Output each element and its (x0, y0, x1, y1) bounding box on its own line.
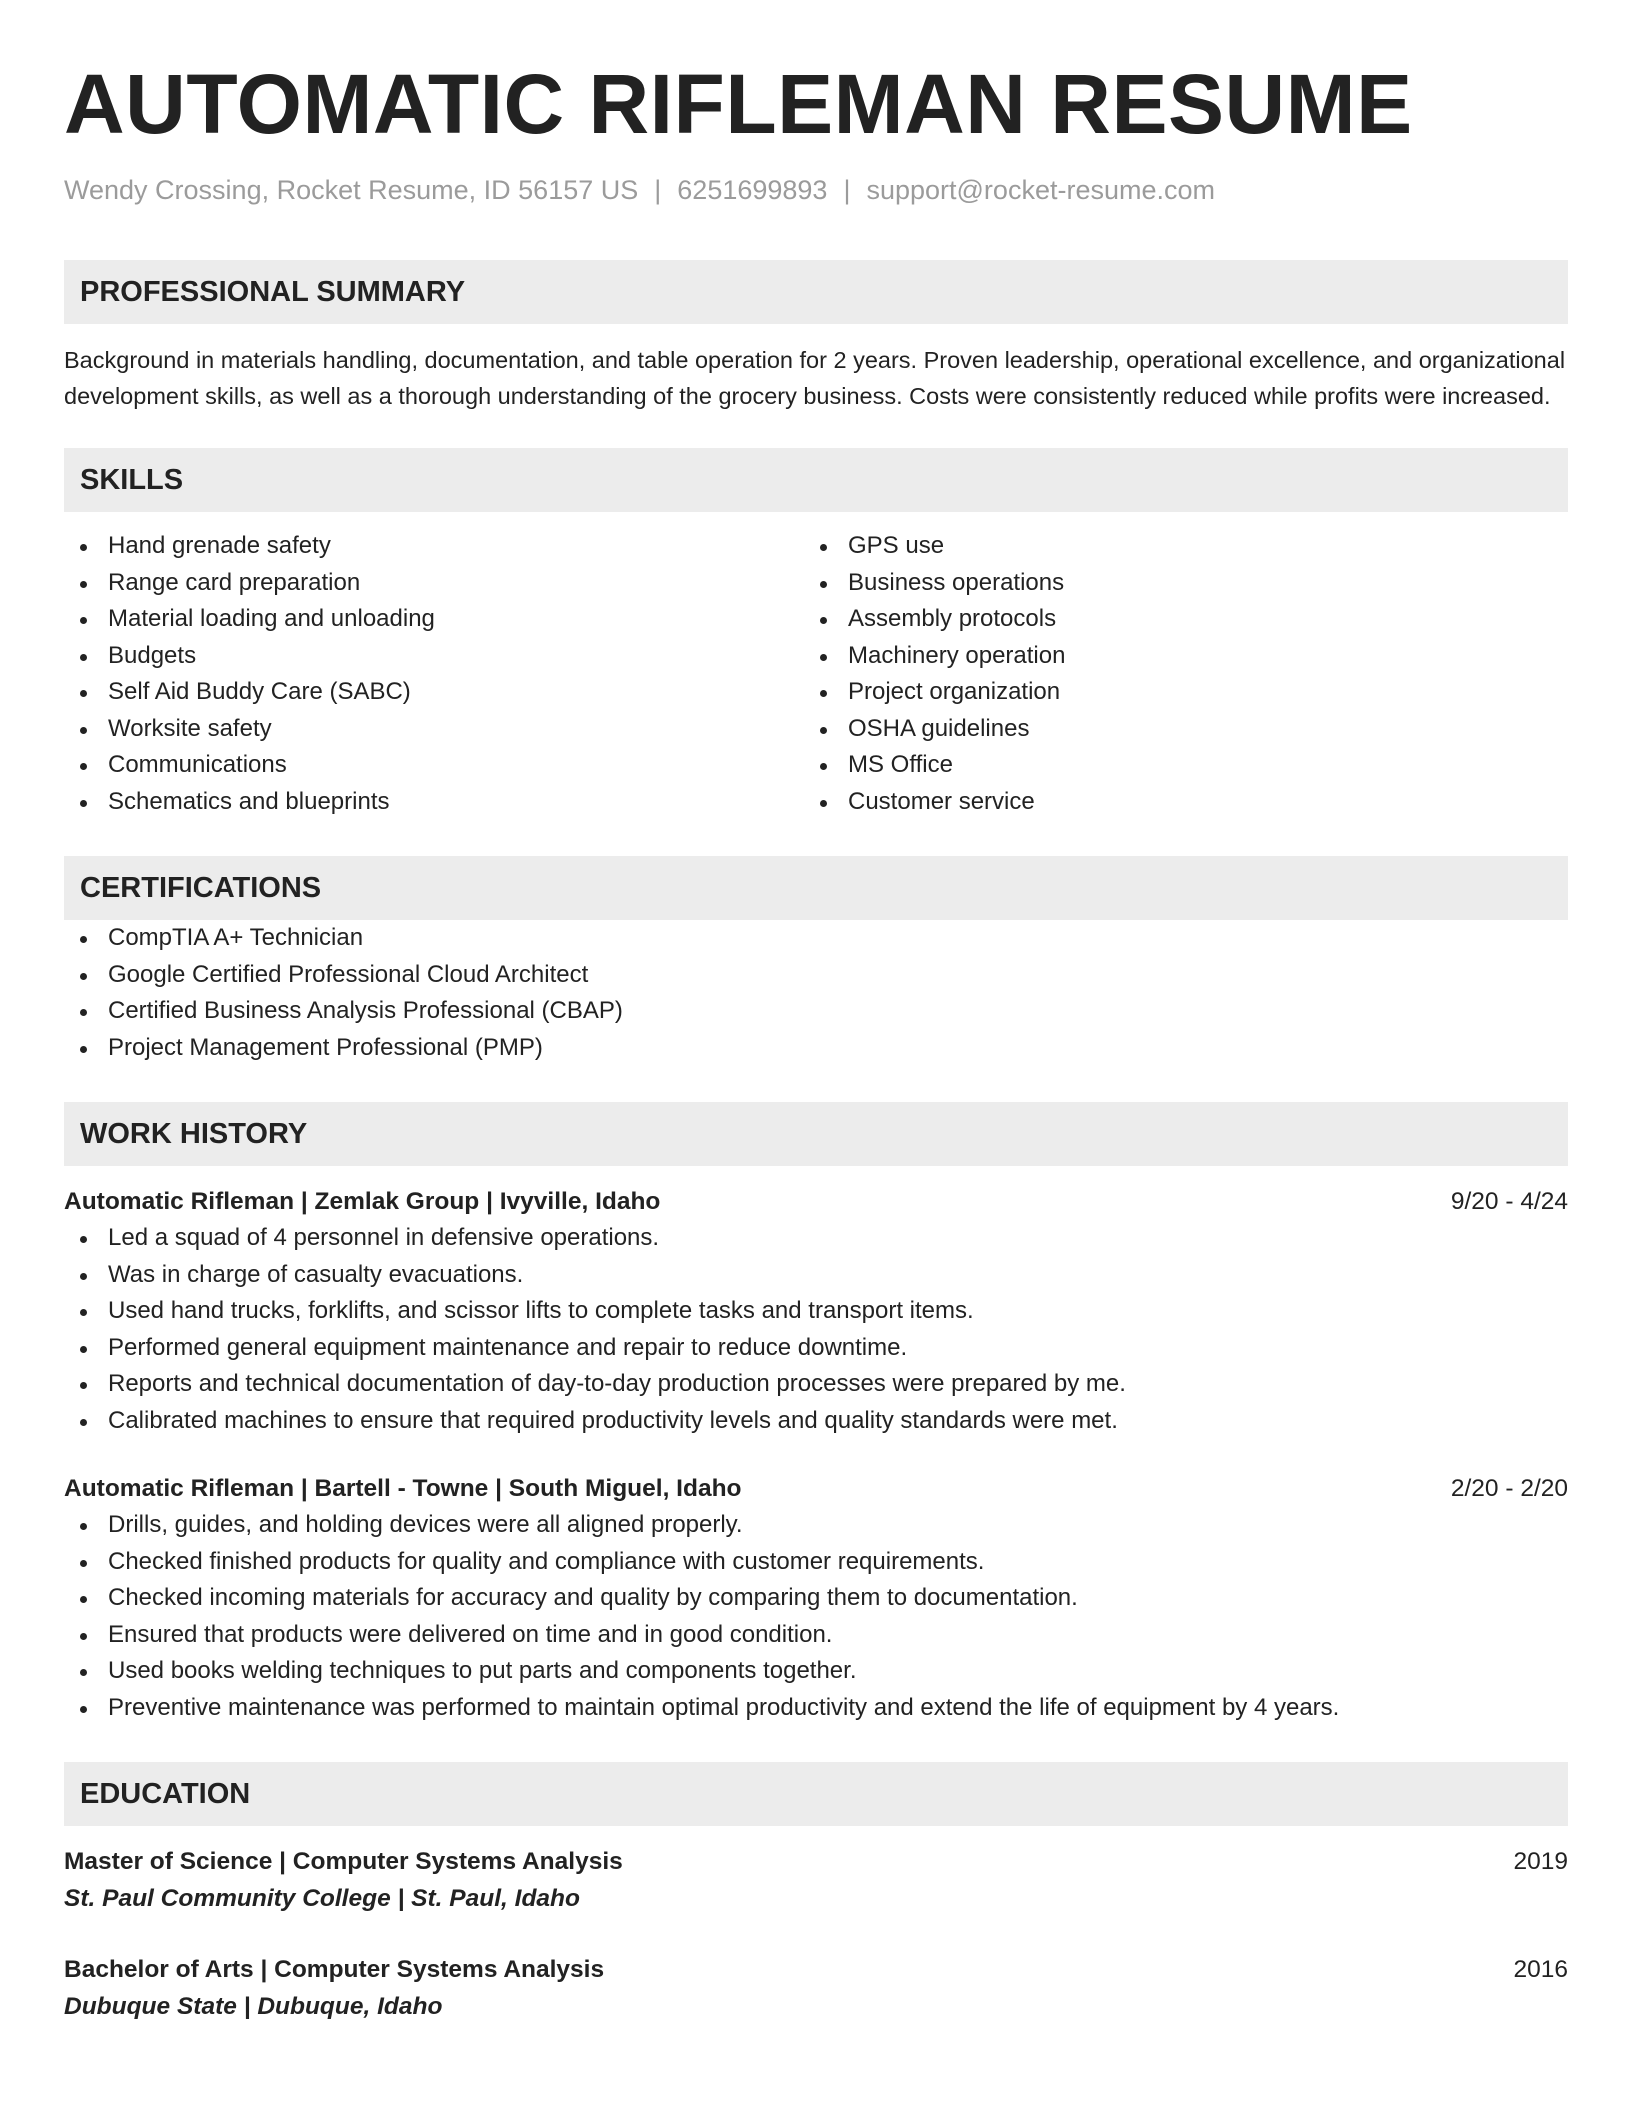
resume-title: AUTOMATIC RIFLEMAN RESUME (64, 57, 1413, 151)
job-entry (64, 1471, 1568, 1726)
job-duties-list (64, 1507, 1568, 1726)
certification-item: CompTIA A+ Technician (64, 920, 1568, 957)
skill-item: Range card preparation (64, 565, 804, 602)
skill-item: Customer service (804, 784, 1544, 821)
skill-item: Self Aid Buddy Care (SABC) (64, 674, 804, 711)
job-duty: Preventive maintenance was performed to maintain optimal productivity and extend the life of equipment by 4 years. (64, 1690, 1568, 1727)
skill-item: GPS use (804, 528, 1544, 565)
certification-item: Project Management Professional (PMP) (64, 1030, 1568, 1067)
job-duty: Used hand trucks, forklifts, and scissor lifts to complete tasks and transport items. (64, 1293, 1568, 1330)
education-header (64, 1844, 1568, 1880)
job-duty: Checked finished products for quality and compliance with customer requirements. (64, 1544, 1568, 1581)
education-degree: Bachelor of Arts | Computer Systems Analysis (64, 1956, 605, 1983)
job-duty: Reports and technical documentation of day-to-day production processes were prepared by me. (64, 1366, 1568, 1403)
contact-email: support@rocket-resume.com (866, 175, 1215, 205)
skill-item: Budgets (64, 638, 804, 675)
job-dates: 9/20 - 4/24 (1450, 1188, 1568, 1215)
job-header (64, 1471, 1568, 1507)
contact-phone: 6251699893 (677, 175, 828, 205)
contact-separator: | (654, 175, 662, 205)
section-title: SKILLS (80, 463, 184, 496)
skill-item: OSHA guidelines (804, 711, 1544, 748)
job-title: Automatic Rifleman | Bartell - Towne | South Miguel, Idaho (64, 1475, 742, 1502)
education-school: St. Paul Community College | St. Paul, Idaho (64, 1885, 580, 1912)
job-header (64, 1184, 1568, 1220)
section-header-skills (64, 448, 1568, 512)
job-duty: Checked incoming materials for accuracy and quality by comparing them to documentation. (64, 1580, 1568, 1617)
job-duty: Was in charge of casualty evacuations. (64, 1257, 1568, 1294)
certification-item: Google Certified Professional Cloud Architect (64, 957, 1568, 994)
skill-item: Business operations (804, 565, 1544, 602)
contact-line (64, 172, 1568, 208)
contact-address: Wendy Crossing, Rocket Resume, ID 56157 US (64, 175, 639, 205)
skill-item: Communications (64, 747, 804, 784)
section-header-work-history (64, 1102, 1568, 1166)
education-school: Dubuque State | Dubuque, Idaho (64, 1993, 443, 2020)
job-title: Automatic Rifleman | Zemlak Group | Ivyville, Idaho (64, 1188, 661, 1215)
education-year: 2019 (1513, 1848, 1568, 1875)
skill-item: Assembly protocols (804, 601, 1544, 638)
skill-item: Schematics and blueprints (64, 784, 804, 821)
summary-text: Background in materials handling, documentation, and table operation for 2 years. Proven leadership, operational excellence, and organizational development skills, as well as a thorough understanding of the grocery business. Costs were consistently reduced while profits were increased. (64, 347, 1566, 409)
skills-column-left (64, 528, 804, 820)
certification-item: Certified Business Analysis Professional (CBAP) (64, 993, 1568, 1030)
job-dates: 2/20 - 2/20 (1450, 1475, 1568, 1502)
section-title: WORK HISTORY (80, 1117, 308, 1150)
education-header (64, 1952, 1568, 1988)
job-duty: Led a squad of 4 personnel in defensive operations. (64, 1220, 1568, 1257)
section-header-summary (64, 260, 1568, 324)
job-duties-list (64, 1220, 1568, 1439)
section-header-education (64, 1762, 1568, 1826)
section-title: CERTIFICATIONS (80, 871, 322, 904)
job-duty: Ensured that products were delivered on time and in good condition. (64, 1617, 1568, 1654)
education-entry (64, 1952, 1568, 2026)
job-duty: Drills, guides, and holding devices were all aligned properly. (64, 1507, 1568, 1544)
job-duty: Used books welding techniques to put parts and components together. (64, 1653, 1568, 1690)
skills-grid (64, 528, 1568, 820)
skill-item: Worksite safety (64, 711, 804, 748)
education-year: 2016 (1513, 1956, 1568, 1983)
job-duty: Calibrated machines to ensure that required productivity levels and quality standards were met. (64, 1403, 1568, 1440)
skill-item: Machinery operation (804, 638, 1544, 675)
section-title: EDUCATION (80, 1777, 251, 1810)
contact-separator: | (843, 175, 851, 205)
skill-item: Project organization (804, 674, 1544, 711)
skill-item: MS Office (804, 747, 1544, 784)
section-header-certifications (64, 856, 1568, 920)
job-duty: Performed general equipment maintenance and repair to reduce downtime. (64, 1330, 1568, 1367)
skill-item: Material loading and unloading (64, 601, 804, 638)
job-entry (64, 1184, 1568, 1439)
skills-column-right (804, 528, 1544, 820)
education-degree: Master of Science | Computer Systems Analysis (64, 1848, 623, 1875)
section-title: PROFESSIONAL SUMMARY (80, 275, 466, 308)
education-entry (64, 1844, 1568, 1918)
skill-item: Hand grenade safety (64, 528, 804, 565)
certifications-list (64, 920, 1568, 1066)
